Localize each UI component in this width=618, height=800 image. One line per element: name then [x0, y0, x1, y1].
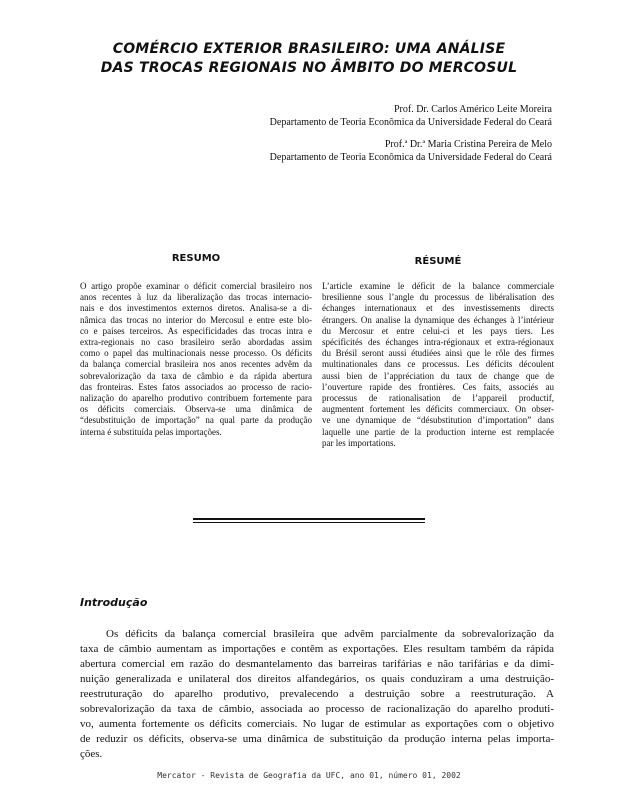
abstract-line: multinationales dans ce processus. Les déficits découlent — [322, 359, 554, 370]
abstract-line: co e países terceiros. As especificidades das trocas intra e — [80, 325, 312, 336]
author-affiliation: Departamento de Teoria Econômica da Universidade Federal do Ceará — [269, 151, 552, 163]
abstract-line: da balança comercial brasileira nos anos recentes advêm da — [80, 359, 312, 370]
abstract-line: nâmica das trocas no interior do Mercosul e entre este blo- — [80, 314, 312, 325]
abstract-line: sobrevalorização da taxa de câmbio e da rápida abertura — [80, 370, 312, 381]
abstract-line: aussi bien de l’appréciation du taux de change que de — [322, 370, 554, 381]
body-line: sobrevalorização da taxa de câmbio, associada ao processo de racionalização do aparelho produti- — [80, 703, 554, 715]
abstract-line: ve une dynamique de “désubstitution d’importation” dans — [322, 415, 554, 426]
abstract-line: das fronteiras. Estes fatos associados ao processo de racio- — [80, 381, 312, 392]
introducao-paragraph — [80, 627, 554, 762]
abstract-line: nais e dos investimentos externos diretos. Analisa-se a di- — [80, 303, 312, 314]
abstract-line: processus de rationalisation de l’appareil productif, — [322, 393, 554, 404]
abstract-line: como o papel das multinacionais nesse processo. Os déficits — [80, 348, 312, 359]
journal-footer: Mercator - Revista de Geografia da UFC, ano 01, número 01, 2002 — [157, 771, 461, 780]
abstract-line: “desubstituição de importação” na qual parte da produção — [80, 415, 312, 426]
abstract-line: extra-regionais no caso brasileiro serão abordadas assim — [80, 337, 312, 348]
author-block — [270, 104, 552, 164]
abstract-line: spécificités des échanges intra-régionaux et extra-régionaux — [322, 337, 554, 348]
body-line: de reduzir os déficits, observa-se uma dinâmica de substituição da produção interna pelas importa- — [80, 733, 554, 745]
abstract-line: laquelle une partie de la production interne est remplacée — [322, 426, 554, 437]
resume-abstract — [322, 281, 554, 449]
abstract-line: O artigo propõe examinar o déficit comercial brasileiro nos — [80, 281, 312, 291]
body-line: Os déficits da balança comercial brasileira que advêm parcialmente da sobrevalorização da — [106, 628, 554, 640]
author-affiliation: Departamento de Teoria Econômica da Universidade Federal do Ceará — [269, 116, 552, 128]
section-divider — [193, 518, 425, 520]
body-line: vo, aumenta fortemente os déficits comerciais. No lugar de estimular as exportações com o objetivo — [80, 718, 554, 730]
resumo-abstract — [80, 281, 312, 438]
article-title — [60, 40, 558, 78]
resume-heading: RÉSUMÉ — [414, 256, 462, 267]
abstract-line: anos recentes à luz da liberalização das trocas internacio- — [80, 292, 312, 303]
abstract-line: échanges internationaux et des investissements directs — [322, 303, 554, 314]
section-heading-introducao: Introdução — [80, 596, 148, 609]
body-line: ções. — [80, 748, 103, 760]
abstract-line: bresilienne sous l’angle du processus de libéralisation des — [322, 292, 554, 303]
abstract-line: augmentent fortement les déficits commerciaux. On obser- — [322, 404, 554, 415]
abstract-line: du Mercosur et entre celui-ci et les pays tiers. Les — [322, 325, 554, 336]
abstract-line: L’article examine le déficit de la balance commerciale — [322, 281, 554, 291]
body-line: taxa de câmbio aumentam as importações e contêm as exportações. Eles resultam também da rápida — [80, 643, 554, 655]
body-line: nuição generalizada e unilateral dos direitos alfandegários, os quais conduziram a uma destruição- — [80, 673, 554, 685]
section-divider — [193, 522, 425, 523]
body-line: reestruturação do aparelho produtivo, prevalecendo a destruição sobre a reestruturação. A — [80, 688, 554, 700]
title-line-1: COMÉRCIO EXTERIOR BRASILEIRO: UMA ANÁLISE — [112, 41, 506, 57]
abstract-line: du Brésil seront aussi étudiées ainsi que le rôle des firmes — [322, 348, 554, 359]
abstract-line: l’ouverture rapide des frontières. Ces faits, associés au — [322, 381, 554, 392]
abstract-line: os déficits comerciais. Observa-se uma dinâmica de — [80, 404, 312, 415]
author-name: Prof.ª Dr.ª Maria Cristina Pereira de Melo — [384, 139, 552, 150]
abstract-line: interna é substituída pelas importações. — [80, 426, 222, 437]
abstract-line: étrangers. On analise la dynamique des échanges à l’intérieur — [322, 314, 554, 325]
title-line-2: DAS TROCAS REGIONAIS NO ÂMBITO DO MERCOSUL — [100, 60, 518, 76]
abstract-line: par les importations. — [322, 437, 396, 448]
resumo-heading: RESUMO — [171, 253, 221, 264]
body-line: abertura comercial em razão do desmantelamento das barreiras tarifárias e não tarifárias e da dimi- — [80, 658, 554, 670]
author-name: Prof. Dr. Carlos Américo Leite Moreira — [393, 104, 552, 115]
abstract-line: nalização do aparelho produtivo contribuem fortemente para — [80, 393, 312, 404]
